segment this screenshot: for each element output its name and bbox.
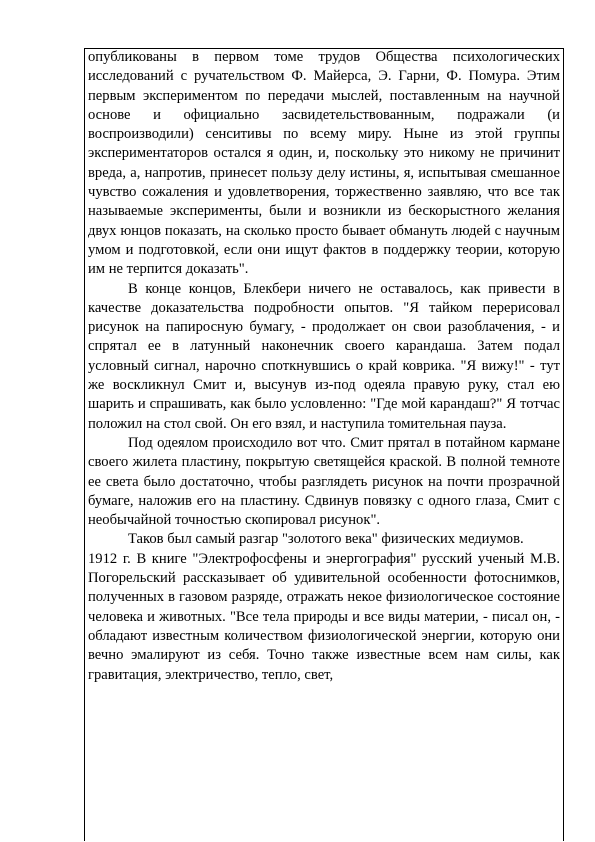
paragraph-1: опубликованы в первом томе трудов Общества психологических исследований с ручательством Ф. Майерса, Э. Гарни, Ф. Помура. Этим первым экспериментом по передачи мыслей, поставленным на научной основе и официально засвидетельствованным, подражали (и воспроизводили) сенситивы по всему миру. Ныне из этой группы экспериментаторов остался я один, и, поскольку это никому не причинит вреда, а, напротив, принесет пользу делу истины, я, испытывая смешанное чувство сожаления и удовлетворения, торжественно заявляю, что все так называемые эксперименты, были и возникли из бескорыстного желания двух юнцов показать, на сколько просто бывает обмануть людей с научным умом и подготовкой, если они ищут фактов в поддержку теории, которую им не терпится доказать". (88, 49, 560, 278)
paragraph-5: 1912 г. В книге "Электрофосфены и энергография" русский ученый М.В. Погорельский рассказывает об удивительной особенности фотоснимков, полученных в газовом разряде, отражать некое физиологическое состояние человека и животных. "Все тела природы и все виды материи, - писал он, - обладают известным количеством физиологической энергии, которую они вечно эмалируют из себя. Точно также известные всем нам силы, как гравитация, электричество, тепло, свет, (88, 550, 560, 683)
document-body (88, 48, 560, 685)
paragraph-2: В конце концов, Блекбери ничего не оставалось, как привести в качестве доказательства подробности опытов. "Я тайком перерисовал рисунок на папиросную бумагу, - продолжает он свои разоблачения, - и спрятал ее в латунный наконечник своего карандаша. Затем подал условный сигнал, нарочно споткнувшись о край коврика. "Я вижу!" - тут же воскликнул Смит и, высунув из-под одеяла правую руку, стал ею шарить и спрашивать, как было условленно: "Где мой карандаш?" Я тотчас положил на стол свой. Он его взял, и наступила томительная пауза. (88, 280, 560, 432)
paragraph-3: Под одеялом происходило вот что. Смит прятал в потайном кармане своего жилета пластину, покрытую светящейся краской. В полной темноте ее света было достаточно, чтобы разглядеть рисунок на почти прозрачной бумаге, наложив его на пластину. Сдвинув повязку с одного глаза, Смит с необычайной точностью скопировал рисунок". (88, 434, 560, 529)
paragraph-4: Таков был самый разгар "золотого века" физических медиумов. (128, 531, 524, 548)
